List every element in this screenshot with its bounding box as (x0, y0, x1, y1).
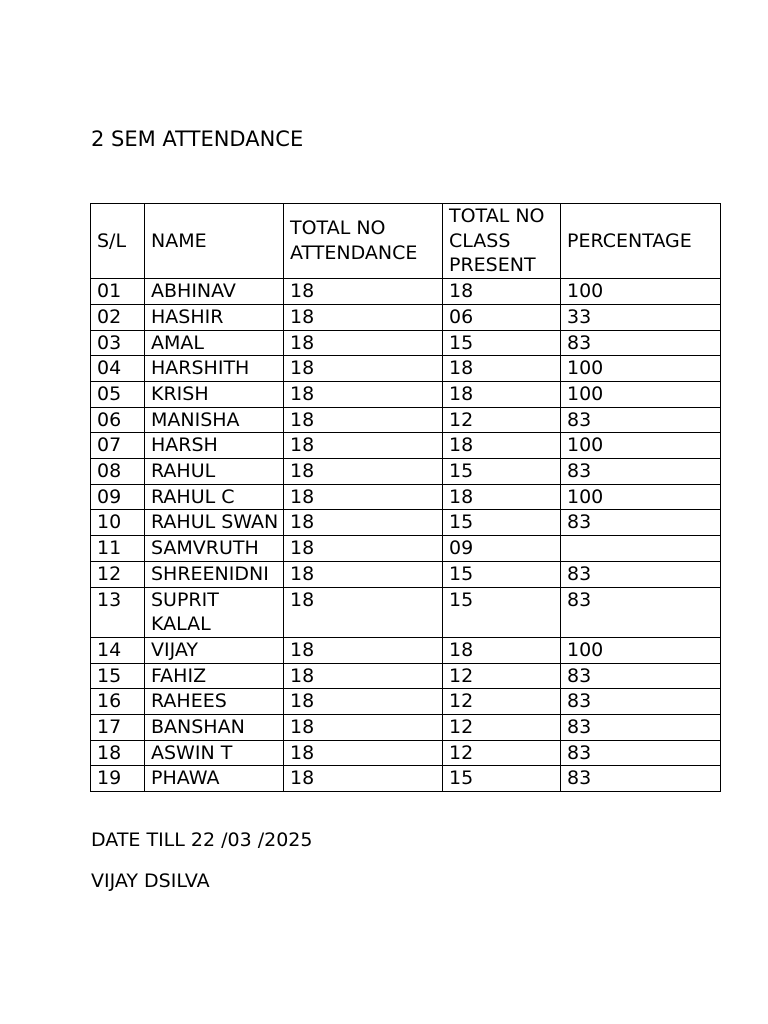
cell-sl: 08 (91, 459, 145, 485)
cell-sl: 17 (91, 715, 145, 741)
cell-sl: 03 (91, 330, 145, 356)
cell-name: MANISHA (145, 407, 284, 433)
cell-total-attendance: 18 (284, 330, 443, 356)
table-row (91, 433, 721, 459)
header-name: NAME (145, 204, 284, 279)
table-row (91, 356, 721, 382)
cell-name: ABHINAV (145, 279, 284, 305)
cell-total-attendance: 18 (284, 484, 443, 510)
cell-percentage: 83 (561, 510, 721, 536)
cell-name: KRISH (145, 381, 284, 407)
table-row (91, 330, 721, 356)
header-percentage: PERCENTAGE (561, 204, 721, 279)
cell-sl: 14 (91, 637, 145, 663)
table-row (91, 304, 721, 330)
cell-sl: 02 (91, 304, 145, 330)
cell-total-present: 18 (443, 433, 561, 459)
cell-total-attendance: 18 (284, 433, 443, 459)
table-body (91, 279, 721, 792)
cell-percentage: 33 (561, 304, 721, 330)
cell-percentage: 100 (561, 279, 721, 305)
cell-sl: 09 (91, 484, 145, 510)
cell-sl: 15 (91, 663, 145, 689)
cell-name: HASHIR (145, 304, 284, 330)
cell-sl: 04 (91, 356, 145, 382)
header-total-present: TOTAL NO CLASS PRESENT (443, 204, 561, 279)
cell-name: FAHIZ (145, 663, 284, 689)
cell-name: HARSHITH (145, 356, 284, 382)
table-row (91, 689, 721, 715)
cell-name: RAHUL C (145, 484, 284, 510)
table-row (91, 766, 721, 792)
cell-name: SHREENIDNI (145, 561, 284, 587)
cell-total-attendance: 18 (284, 304, 443, 330)
cell-sl: 12 (91, 561, 145, 587)
cell-percentage: 100 (561, 637, 721, 663)
cell-total-present: 15 (443, 330, 561, 356)
cell-total-present: 12 (443, 740, 561, 766)
cell-total-present: 09 (443, 536, 561, 562)
cell-total-present: 15 (443, 510, 561, 536)
cell-sl: 11 (91, 536, 145, 562)
cell-percentage: 100 (561, 484, 721, 510)
cell-percentage: 83 (561, 459, 721, 485)
table-row (91, 279, 721, 305)
cell-name: PHAWA (145, 766, 284, 792)
cell-total-present: 18 (443, 484, 561, 510)
cell-sl: 19 (91, 766, 145, 792)
table-row (91, 407, 721, 433)
table-row (91, 381, 721, 407)
cell-name: SAMVRUTH (145, 536, 284, 562)
table-row (91, 663, 721, 689)
cell-total-attendance: 18 (284, 510, 443, 536)
table-row (91, 561, 721, 587)
cell-total-attendance: 18 (284, 356, 443, 382)
cell-total-present: 15 (443, 587, 561, 637)
table-row (91, 510, 721, 536)
cell-sl: 16 (91, 689, 145, 715)
cell-total-attendance: 18 (284, 561, 443, 587)
cell-total-present: 06 (443, 304, 561, 330)
cell-total-present: 12 (443, 689, 561, 715)
cell-name: AMAL (145, 330, 284, 356)
cell-name: RAHUL (145, 459, 284, 485)
table-row (91, 484, 721, 510)
cell-percentage: 100 (561, 433, 721, 459)
cell-total-attendance: 18 (284, 381, 443, 407)
cell-total-present: 18 (443, 637, 561, 663)
cell-percentage: 83 (561, 766, 721, 792)
table-row (91, 637, 721, 663)
cell-total-present: 12 (443, 663, 561, 689)
cell-total-present: 12 (443, 407, 561, 433)
cell-total-present: 15 (443, 561, 561, 587)
table-row (91, 740, 721, 766)
cell-name: HARSH (145, 433, 284, 459)
table-row (91, 587, 721, 637)
cell-sl: 13 (91, 587, 145, 637)
cell-name: VIJAY (145, 637, 284, 663)
attendance-table (90, 203, 721, 792)
cell-percentage: 100 (561, 356, 721, 382)
cell-percentage: 83 (561, 561, 721, 587)
cell-name: ASWIN T (145, 740, 284, 766)
page-title: 2 SEM ATTENDANCE (91, 127, 304, 151)
cell-percentage: 83 (561, 740, 721, 766)
cell-percentage: 83 (561, 330, 721, 356)
header-sl: S/L (91, 204, 145, 279)
cell-name: BANSHAN (145, 715, 284, 741)
table-header (91, 204, 721, 279)
cell-sl: 18 (91, 740, 145, 766)
cell-sl: 10 (91, 510, 145, 536)
cell-total-attendance: 18 (284, 536, 443, 562)
signature-name: VIJAY DSILVA (91, 870, 210, 892)
table-row (91, 715, 721, 741)
cell-total-attendance: 18 (284, 740, 443, 766)
cell-total-present: 15 (443, 766, 561, 792)
table-row (91, 459, 721, 485)
cell-percentage: 83 (561, 715, 721, 741)
header-total-attendance: TOTAL NO ATTENDANCE (284, 204, 443, 279)
cell-sl: 06 (91, 407, 145, 433)
cell-total-present: 15 (443, 459, 561, 485)
date-line: DATE TILL 22 /03 /2025 (91, 829, 313, 851)
cell-total-present: 18 (443, 381, 561, 407)
cell-percentage (561, 536, 721, 562)
cell-percentage: 83 (561, 407, 721, 433)
cell-percentage: 100 (561, 381, 721, 407)
cell-total-attendance: 18 (284, 689, 443, 715)
cell-total-attendance: 18 (284, 766, 443, 792)
cell-sl: 07 (91, 433, 145, 459)
cell-total-attendance: 18 (284, 587, 443, 637)
table-row (91, 536, 721, 562)
cell-total-present: 12 (443, 715, 561, 741)
cell-percentage: 83 (561, 663, 721, 689)
cell-total-attendance: 18 (284, 715, 443, 741)
cell-name: SUPRIT KALAL (145, 587, 284, 637)
cell-total-attendance: 18 (284, 407, 443, 433)
cell-total-attendance: 18 (284, 279, 443, 305)
cell-name: RAHEES (145, 689, 284, 715)
header-row (91, 204, 721, 279)
cell-total-attendance: 18 (284, 459, 443, 485)
cell-percentage: 83 (561, 689, 721, 715)
cell-total-present: 18 (443, 279, 561, 305)
cell-total-attendance: 18 (284, 663, 443, 689)
cell-percentage: 83 (561, 587, 721, 637)
cell-sl: 05 (91, 381, 145, 407)
cell-sl: 01 (91, 279, 145, 305)
cell-total-present: 18 (443, 356, 561, 382)
cell-total-attendance: 18 (284, 637, 443, 663)
cell-name: RAHUL SWAN (145, 510, 284, 536)
